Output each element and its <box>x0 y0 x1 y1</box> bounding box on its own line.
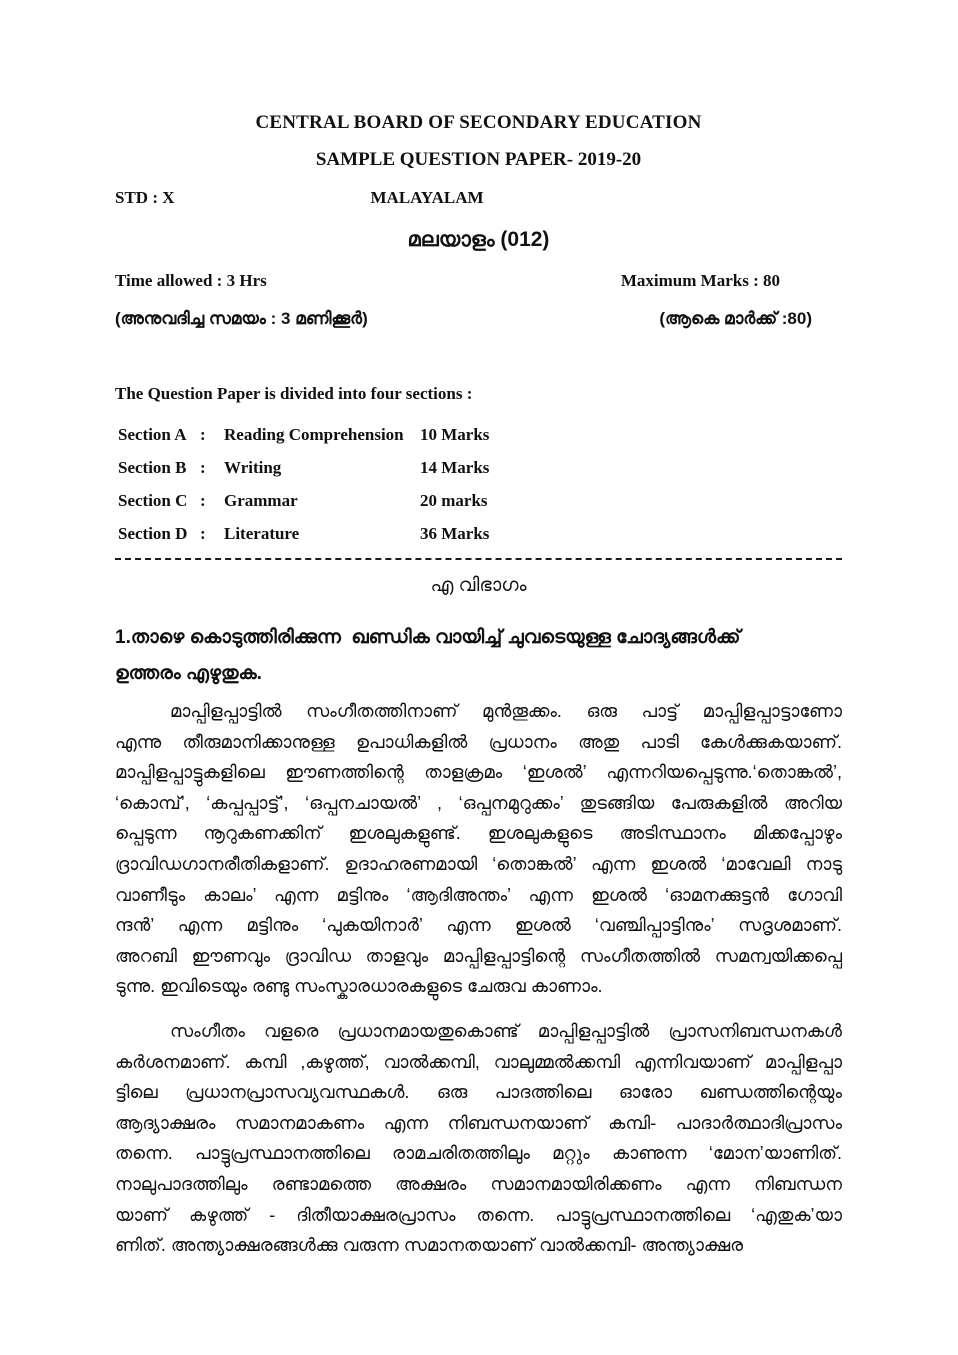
colon-separator: : <box>200 424 206 444</box>
maximum-marks-label: Maximum Marks : 80 <box>620 271 780 290</box>
paper-title: SAMPLE QUESTION PAPER- 2019-20 <box>315 149 642 170</box>
table-row <box>118 451 842 484</box>
section-label: Section B <box>118 457 187 477</box>
section-marks: 10 Marks <box>420 424 490 444</box>
table-row <box>118 517 842 550</box>
maximum-marks-malayalam: (ആകെ മാർക്ക് :80) <box>659 309 812 328</box>
time-allowed-malayalam: (അനുവദിച്ച സമയം : 3 മണിക്കൂർ) <box>115 309 368 328</box>
sections-intro: The Question Paper is divided into four sections : <box>115 384 473 403</box>
question-1-heading: 1.താഴെ കൊടുത്തിരിക്കുന്ന ഖണ്ഡിക വായിച്ച് ചുവടെയുള്ള ചോദ്യങ്ങൾക്ക് ഉത്തരം എഴുതുക. <box>115 627 741 684</box>
sections-table <box>118 418 842 550</box>
time-marks-row <box>115 270 842 292</box>
time-allowed-label: Time allowed : 3 Hrs <box>115 271 267 290</box>
std-subject-row <box>115 187 842 209</box>
paragraph-1: മാപ്പിളപ്പാട്ടിൽ സംഗീതത്തിനാണ് മുൻതൂക്കം. ഒരു പാട്ട് മാപ്പിളപ്പാട്ടാണോ എന്നു തീരുമാനിക്കാനുള്ള ഉപാധികളിൽ പ്രധാനം അതു പാടി കേൾക്കുകയാണ്. മാപ്പിളപ്പാട്ടുകളിലെ ഈണത്തിന്റെ താളക്രമം ‘ഇശൽ’ എന്നറിയപ്പെടുന്നു.‘തൊങ്കൽ’, ‘കൊമ്പ്’, ‘കപ്പപ്പാട്ട്’, ‘ഒപ്പനചായൽ’ , ‘ഒപ്പനമുറുക്കം’ തുടങ്ങിയ പേരുകളിൽ അറിയ പ്പെടുന്ന നൂറുകണക്കിന് ഇശലുകളുണ്ട്. ഇശലുകളുടെ അടിസ്ഥാനം മിക്കപ്പോഴും ദ്രാവിഡഗാനരീതികളാണ്. ഉദാഹരണമായി ‘തൊങ്കൽ’ എന്ന ഇശൽ ‘മാവേലി നാടു വാണീടും കാലം’ എന്ന മട്ടിനും ‘ആദിഅന്തം’ എന്ന ഇശൽ ‘ഓമനക്കുട്ടൻ ഗോവി ന്ദൻ’ എന്ന മട്ടിനും ‘പുകയിനാർ’ എന്ന ഇശൽ ‘വഞ്ചിപ്പാട്ടിനും’ സദൃശമാണ്. അറബി ഈണവും ദ്രാവിഡ താളവും മാപ്പിളപ്പാട്ടിന്റെ സംഗീതത്തിൽ സമന്വയിക്കപ്പെ ടുന്നു. ഇവിടെയും രണ്ടു സംസ്കാരധാരകളുടെ ചേരുവ കാണാം. <box>115 701 842 997</box>
paragraph-2: സംഗീതം വളരെ പ്രധാനമായതുകൊണ്ട് മാപ്പിളപ്പാട്ടിൽ പ്രാസനിബന്ധനകൾ കർശനമാണ്. കമ്പി ,കഴുത്ത്, വാൽക്കമ്പി, വാലുമ്മൽക്കമ്പി എന്നിവയാണ് മാപ്പിളപ്പാ ട്ടിലെ പ്രധാനപ്രാസവ്യവസ്ഥകൾ. ഒരു പാദത്തിലെ ഓരോ ഖണ്ഡത്തിന്റെയും ആദ്യാക്ഷരം സമാനമാകണം എന്ന നിബന്ധനയാണ് കമ്പി- പാദാർത്ഥാദിപ്രാസം തന്നെ. പാട്ടുപ്രസ്ഥാനത്തിലെ രാമചരിതത്തിലും മറ്റും കാണുന്ന ‘മോന’യാണിത്. നാലുപാദത്തിലും രണ്ടാമത്തെ അക്ഷരം സമാനമായിരിക്കണം എന്ന നിബന്ധന യാണ് കഴുത്ത് - ദിതീയാക്ഷരപ്രാസം തന്നെ. പാട്ടുപ്രസ്ഥാനത്തിലെ ‘എതുക’യാ ണിത്. അന്ത്യാക്ഷരങ്ങൾക്കു വരുന്ന സമാനതയാണ് വാൽക്കമ്പി- അന്ത്യാക്ഷര <box>115 1020 842 1256</box>
subject-malayalam-title: മലയാളം (012) <box>407 228 550 251</box>
colon-separator: : <box>200 457 206 477</box>
section-name: Literature <box>224 523 300 543</box>
section-label: Section C <box>118 490 188 510</box>
section-label: Section D <box>118 523 188 543</box>
table-row <box>118 484 842 517</box>
table-row <box>118 418 842 451</box>
section-name: Reading Comprehension <box>224 424 404 444</box>
section-name: Grammar <box>224 490 298 510</box>
section-marks: 20 marks <box>420 490 488 510</box>
section-marks: 14 Marks <box>420 457 490 477</box>
time-marks-malayalam-row <box>115 306 842 332</box>
part-a-title: എ വിഭാഗം <box>430 575 527 596</box>
subject-english: MALAYALAM <box>370 188 484 207</box>
section-marks: 36 Marks <box>420 523 490 543</box>
dashed-divider <box>115 558 842 560</box>
board-title: CENTRAL BOARD OF SECONDARY EDUCATION <box>255 112 702 133</box>
section-label: Section A <box>118 424 187 444</box>
std-label: STD : X <box>115 188 175 207</box>
section-name: Writing <box>224 457 282 477</box>
colon-separator: : <box>200 523 206 543</box>
colon-separator: : <box>200 490 206 510</box>
